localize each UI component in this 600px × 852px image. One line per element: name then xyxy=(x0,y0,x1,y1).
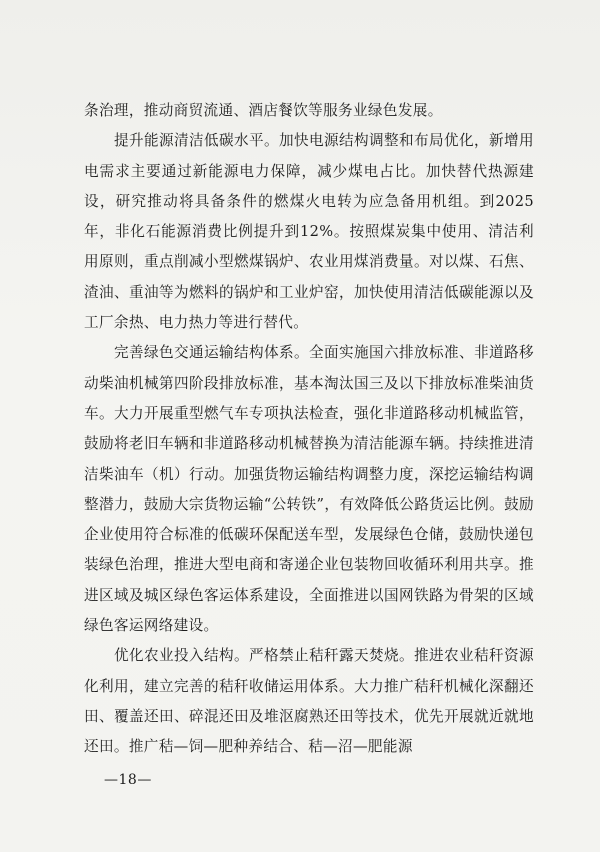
paragraph-energy: 提升能源清洁低碳水平。加快电源结构调整和布局优化，新增用电需求主要通过新能源电力保障，减少煤电占比。加快替代热源建设，研究推动将具备条件的燃煤火电转为应急备用机组。到2025年，非化石能源消费比例提升到12%。按照煤炭集中使用、清洁利用原则，重点削减小型燃煤锅炉、农业用煤消费量。对以煤、石焦、渣油、重油等为燃料的锅炉和工业炉窑，加快使用清洁低碳能源以及工厂余热、电力热力等进行替代。 xyxy=(84,132,534,332)
body-text xyxy=(84,96,534,763)
page-number: —18— xyxy=(104,772,152,788)
paragraph-continued: 条治理，推动商贸流通、酒店餐饮等服务业绿色发展。 xyxy=(84,102,443,119)
paragraph-transport: 完善绿色交通运输结构体系。全面实施国六排放标准、非道路移动柴油机械第四阶段排放标准，基本淘汰国三及以下排放标准柴油货车。大力开展重型燃气车专项执法检查，强化非道路移动机械监管，鼓励将老旧车辆和非道路移动机械替换为清洁能源车辆。持续推进清洁柴油车（机）行动。加强货物运输结构调整力度，深挖运输结构调整潜力，鼓励大宗货物运输“公转铁”，有效降低公路货运比例。鼓励企业使用符合标准的低碳环保配送车型，发展绿色仓储，鼓励快递包装绿色治理，推进大型电商和寄递企业包装物回收循环利用共享。推进区域及城区绿色客运体系建设，全面推进以国网铁路为骨架的区域绿色客运网络建设。 xyxy=(84,344,534,635)
paragraph-agriculture: 优化农业投入结构。严格禁止秸秆露天焚烧。推进农业秸秆资源化利用，建立完善的秸秆收储运用体系。大力推广秸秆机械化深翻还田、覆盖还田、碎混还田及堆沤腐熟还田等技术，优先开展就近就地还田。推广秸—饲—肥种养结合、秸—沼—肥能源 xyxy=(84,647,534,756)
